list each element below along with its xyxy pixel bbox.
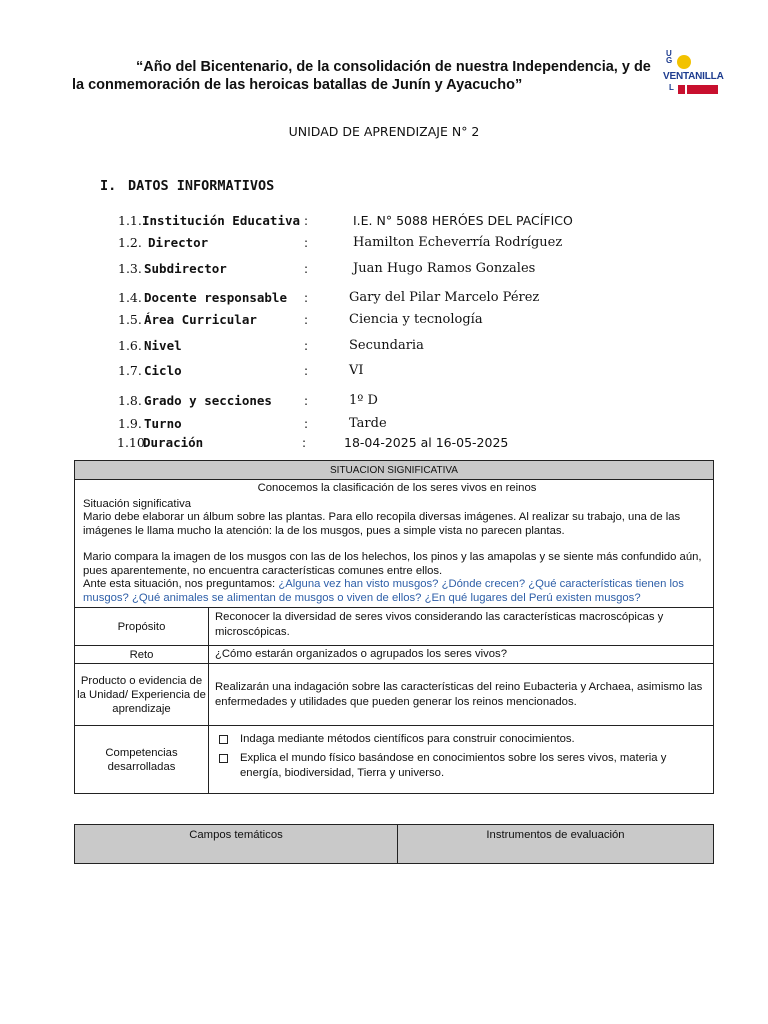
info-label: Área Curricular <box>144 312 257 327</box>
motto-line-2: la conmemoración de las heroicas batallas de Junín y Ayacucho” <box>72 77 523 93</box>
info-colon: : <box>304 364 309 378</box>
info-value: 1º D <box>349 393 378 408</box>
info-number: 1.10 <box>117 435 145 450</box>
info-label: Turno <box>144 416 182 431</box>
info-number: 1.8. <box>118 393 142 408</box>
info-row-institucion <box>0 212 768 230</box>
info-label: Director <box>148 235 209 250</box>
reto-label: Reto <box>75 646 209 664</box>
situation-paragraph-1: Mario debe elaborar un álbum sobre las plantas. Para ello recopila diversas imágenes. Al realizar su trabajo, una de las imágenes le llama mucho la atención: la de los musgos, pues a simple vista no parecen plantas. <box>83 511 681 537</box>
info-value: VI <box>349 363 364 378</box>
info-label: Duración <box>143 435 204 450</box>
competencia-text: Indaga mediante métodos científicos para construir conocimientos. <box>240 733 575 745</box>
motto-line-1: “Año del Bicentenario, de la consolidación de nuestra Independencia, y de <box>136 59 651 75</box>
info-number: 1.2. <box>118 235 142 250</box>
peru-flag-icon <box>678 85 718 94</box>
info-value: Gary del Pilar Marcelo Pérez <box>349 290 540 305</box>
situation-table <box>74 460 714 794</box>
proposito-label: Propósito <box>75 608 209 646</box>
info-number: 1.9. <box>118 416 142 431</box>
info-label: Nivel <box>144 338 182 353</box>
competencia-text: Explica el mundo físico basándose en conocimientos sobre los seres vivos, materia y energía, biodiversidad, Tierra y universo. <box>240 752 667 779</box>
producto-value: Realizarán una indagación sobre las características del reino Eubacteria y Archaea, asimismo las enfermedades y utilidades que pueden generar los reinos mencionados. <box>209 664 714 726</box>
info-row-ciclo <box>0 362 768 380</box>
info-value: Juan Hugo Ramos Gonzales <box>353 261 536 276</box>
info-row-docente <box>0 289 768 307</box>
producto-label: Producto o evidencia de la Unidad/ Experiencia de aprendizaje <box>75 664 209 726</box>
section-title: DATOS INFORMATIVOS <box>128 178 275 194</box>
info-label: Grado y secciones <box>144 393 272 408</box>
section-number: I. <box>100 178 117 194</box>
reto-value: ¿Cómo estarán organizados o agrupados los seres vivos? <box>209 646 714 664</box>
info-row-grado <box>0 392 768 410</box>
campos-tematicos-header: Campos temáticos <box>75 825 398 864</box>
logo-text: VENTANILLA <box>663 71 724 82</box>
situation-label: Situación significativa <box>83 497 192 510</box>
unit-title: UNIDAD DE APRENDIZAJE N° 2 <box>288 124 480 139</box>
competencia-item <box>215 732 709 747</box>
info-value: Secundaria <box>349 338 424 353</box>
info-colon: : <box>304 417 309 431</box>
info-row-turno <box>0 415 768 433</box>
info-row-subdirector <box>0 260 768 278</box>
info-colon: : <box>304 262 309 276</box>
evaluation-table <box>74 824 714 864</box>
competencia-item <box>215 751 709 781</box>
info-label: Docente responsable <box>144 290 287 305</box>
info-value: 18-04-2025 al 16-05-2025 <box>344 435 509 450</box>
info-row-director <box>0 234 768 252</box>
info-value: Hamilton Echeverría Rodríguez <box>353 235 563 250</box>
situation-paragraph-2: Mario compara la imagen de los musgos con las de los helechos, los pinos y las amapolas y se siente más confundido aún, pues aparentemente, no encuentra características comunes entre ellos. <box>83 551 702 577</box>
proposito-value: Reconocer la diversidad de seres vivos considerando las características macroscópicas y microscópicas. <box>209 608 714 646</box>
logo-letters-ug: U G <box>666 49 673 65</box>
ugel-ventanilla-logo <box>660 50 724 98</box>
competencias-label: Competencias desarrolladas <box>75 726 209 794</box>
info-colon: : <box>304 313 309 327</box>
info-value: Tarde <box>349 416 387 431</box>
info-colon: : <box>302 436 307 450</box>
instrumentos-evaluacion-header: Instrumentos de evaluación <box>398 825 714 864</box>
info-number: 1.7. <box>118 363 142 378</box>
info-number: 1.5. <box>118 312 142 327</box>
situation-header: SITUACION SIGNIFICATIVA <box>75 461 714 480</box>
info-label: Institución Educativa <box>142 213 301 228</box>
info-number: 1.6. <box>118 338 142 353</box>
situation-body <box>75 480 714 608</box>
situation-title: Conocemos la clasificación de los seres vivos en reinos <box>257 482 537 494</box>
info-row-area <box>0 311 768 329</box>
info-colon: : <box>304 236 309 250</box>
info-colon: : <box>304 394 309 408</box>
situation-question-lead: Ante esta situación, nos preguntamos: <box>83 578 279 590</box>
info-row-duracion <box>0 434 768 452</box>
info-value: Ciencia y tecnología <box>349 312 483 327</box>
info-number: 1.4. <box>118 290 142 305</box>
situation-paragraph-3 <box>83 578 711 605</box>
info-colon: : <box>304 214 309 228</box>
info-number: 1.1. <box>118 213 142 228</box>
logo-sun-icon <box>677 55 691 69</box>
competencias-list <box>209 726 714 794</box>
year-motto <box>72 58 652 94</box>
info-label: Subdirector <box>144 261 227 276</box>
info-value: I.E. N° 5088 HERÓES DEL PACÍFICO <box>353 213 573 228</box>
section-heading <box>100 178 274 194</box>
info-number: 1.3. <box>118 261 142 276</box>
logo-letter-l: L <box>669 83 674 92</box>
info-colon: : <box>304 291 309 305</box>
info-colon: : <box>304 339 309 353</box>
info-label: Ciclo <box>144 363 182 378</box>
info-row-nivel <box>0 337 768 355</box>
situation-questions: ¿Alguna vez han visto musgos? ¿Dónde crecen? ¿Qué características tienen los musgos? ¿Qué animales se alimentan de musgos o viven de ellos? ¿En qué lugares del Perú existen musgos? <box>83 578 684 604</box>
checkbox-icon <box>219 735 228 744</box>
checkbox-icon <box>219 754 228 763</box>
